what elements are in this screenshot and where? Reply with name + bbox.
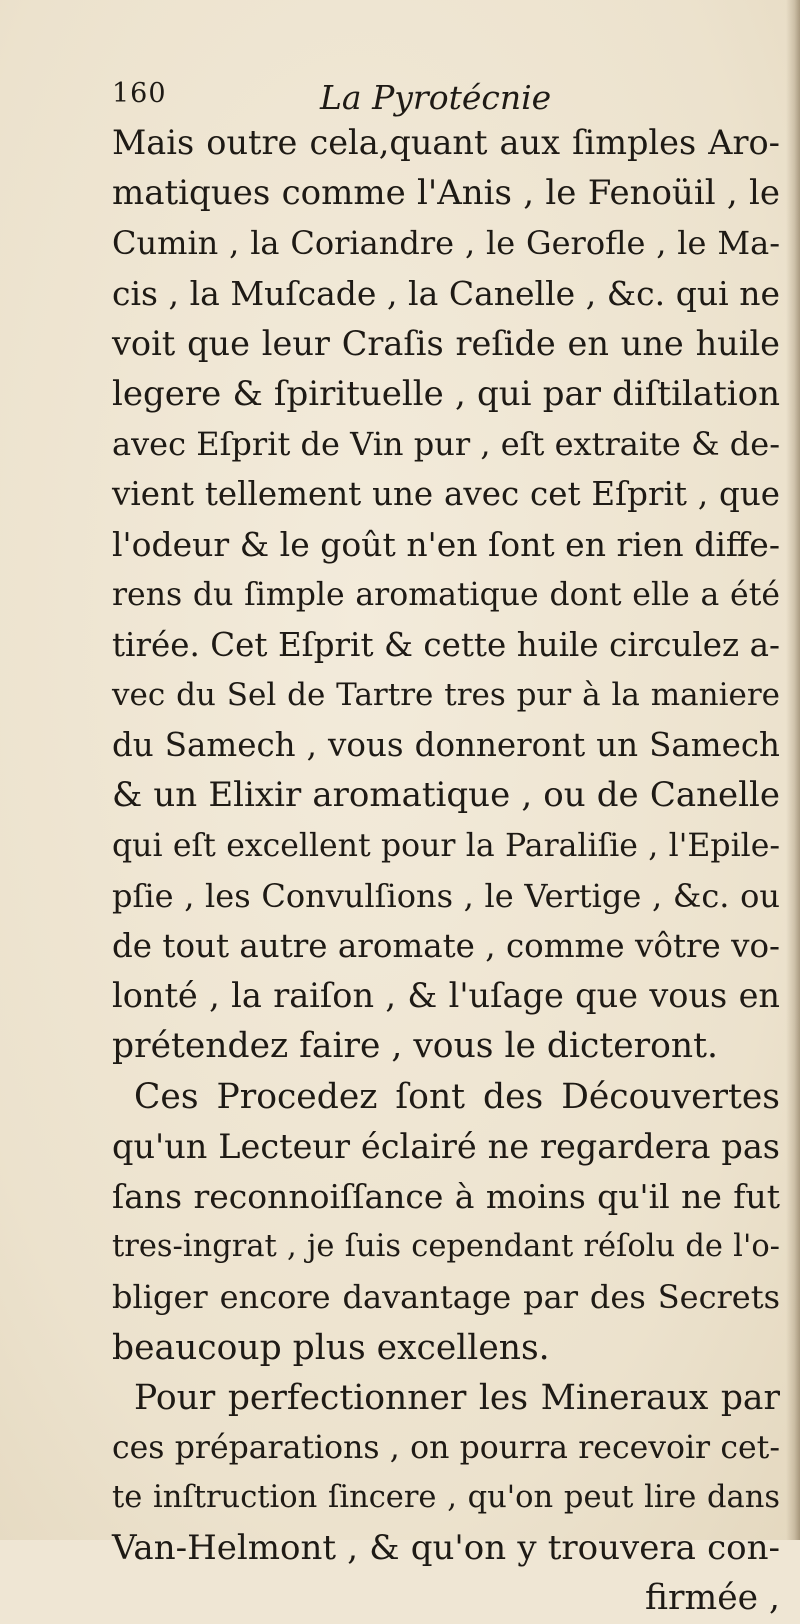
text-line: beaucoup plus excellens. bbox=[112, 1327, 550, 1368]
text-line: avec Eſprit de Vin pur , eſt extraite & de- bbox=[112, 425, 780, 464]
text-line: voit que leur Craſis reſide en une huile bbox=[112, 323, 780, 363]
running-title: La Pyrotécnie bbox=[320, 78, 552, 117]
text-line: qu'un Lecteur éclairé ne regardera pas bbox=[112, 1126, 780, 1166]
text-line: vient tellement une avec cet Eſprit , que bbox=[112, 475, 780, 514]
text-line: vec du Sel de Tartre tres pur à la maniere bbox=[112, 677, 780, 714]
text-line: qui eſt excellent pour la Paraliſie , l'Epile- bbox=[112, 827, 780, 864]
text-line: de tout autre aromate , comme vôtre vo- bbox=[112, 927, 780, 965]
body-text bbox=[112, 118, 780, 1624]
text-line: cis , la Muſcade , la Canelle , &c. qui ne bbox=[112, 273, 780, 313]
text-line: Van-Helmont , & qu'on y trouvera con- bbox=[112, 1528, 780, 1569]
text-line: legere & ſpirituelle , qui par diſtilation bbox=[112, 373, 780, 414]
text-line: du Samech , vous donneront un Samech bbox=[112, 726, 780, 765]
text-line: tres-ingrat , je ſuis cependant réſolu de l'o- bbox=[112, 1229, 780, 1265]
text-line: firmée , bbox=[645, 1578, 780, 1619]
text-line: Cumin , la Coriandre , le Gerofle , le Ma- bbox=[112, 224, 780, 263]
text-line: rens du ſimple aromatique dont elle a été bbox=[112, 576, 780, 613]
text-line: & un Elixir aromatique , ou de Canelle bbox=[112, 775, 780, 816]
page-number: 160 bbox=[112, 78, 167, 109]
text-line: te inſtruction ſincere , qu'on peut lire dans bbox=[112, 1480, 780, 1516]
page-header bbox=[112, 78, 732, 118]
text-line: Mais outre cela,quant aux ſimples Aro- bbox=[112, 123, 780, 162]
text-line: Pour perfectionner les Mineraux par bbox=[134, 1377, 780, 1418]
text-line: prétendez faire , vous le dicteront. bbox=[112, 1026, 718, 1067]
text-line: pſie , les Convulſions , le Vertige , &c. ou bbox=[112, 876, 780, 915]
text-line: l'odeur & le goût n'en ſont en rien diffe- bbox=[112, 524, 780, 564]
text-line: matiques comme l'Anis , le Fenoüil , le bbox=[112, 173, 780, 214]
text-line: tirée. Cet Eſprit & cette huile circulez a- bbox=[112, 625, 780, 664]
page-edge-shadow bbox=[786, 0, 800, 1540]
text-line: bliger encore davantage par des Secrets bbox=[112, 1278, 780, 1317]
text-line: Ces Procedez ſont des Découvertes bbox=[134, 1076, 780, 1117]
text-line: lonté , la raiſon , & l'uſage que vous en bbox=[112, 976, 780, 1016]
text-line: ſans reconnoiſſance à moins qu'il ne fut bbox=[112, 1176, 780, 1216]
text-line: ces préparations , on pourra recevoir cet- bbox=[112, 1429, 780, 1466]
